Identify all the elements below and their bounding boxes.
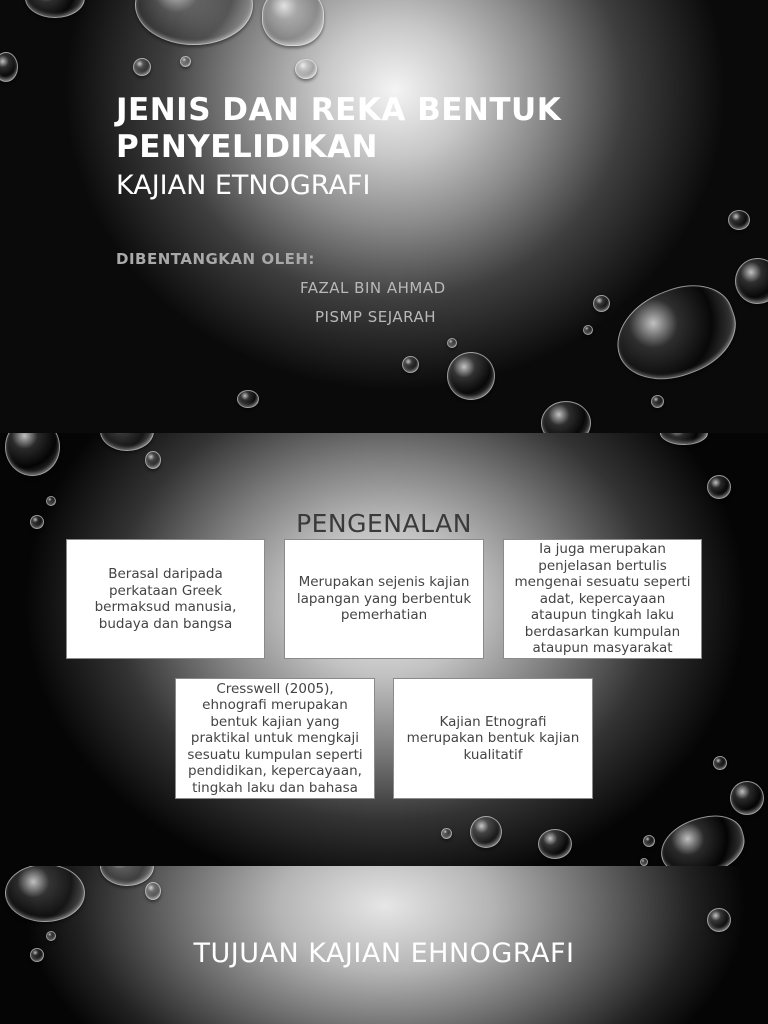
- water-drop-decoration: [100, 433, 154, 451]
- water-drop-decoration: [100, 866, 154, 886]
- water-drop-decoration: [447, 352, 495, 400]
- water-drop-decoration: [713, 756, 727, 770]
- water-drop-decoration: [643, 835, 655, 847]
- water-drop-decoration: [5, 866, 85, 922]
- water-drop-decoration: [237, 390, 259, 408]
- introduction-slide: [0, 433, 768, 866]
- info-box-field-study: Merupakan sejenis kajian lapangan yang berbentuk pemerhatian: [284, 539, 484, 659]
- water-drop-decoration: [640, 858, 648, 866]
- program-label: PISMP SEJARAH: [315, 308, 437, 326]
- water-drop-decoration: [133, 58, 151, 76]
- water-drop-decoration: [135, 0, 253, 45]
- water-drop-decoration: [262, 0, 324, 46]
- water-drop-decoration: [541, 401, 591, 433]
- water-drop-decoration: [5, 433, 60, 476]
- section-heading: TUJUAN KAJIAN EHNOGRAFI: [193, 938, 575, 969]
- water-drop-decoration: [470, 816, 502, 848]
- water-drop-decoration: [0, 52, 18, 82]
- water-drop-decoration: [402, 356, 419, 373]
- water-drop-decoration: [604, 272, 748, 395]
- info-box-written-explanation: Ia juga merupakan penjelasan bertulis mengenai sesuatu seperti adat, kepercayaan ataupun tingkah laku berdasarkan kumpulan ataupun masyarakat: [503, 539, 702, 659]
- water-drop-decoration: [651, 395, 664, 408]
- water-drop-decoration: [46, 496, 56, 506]
- water-drop-decoration: [707, 908, 731, 932]
- water-drop-decoration: [145, 882, 161, 900]
- water-drop-decoration: [583, 325, 593, 335]
- slide-subtitle: KAJIAN ETNOGRAFI: [116, 170, 371, 201]
- section-heading: PENGENALAN: [296, 509, 472, 538]
- water-drop-decoration: [145, 451, 161, 469]
- water-drop-decoration: [654, 808, 751, 866]
- water-drop-decoration: [295, 59, 317, 79]
- info-box-origin: Berasal daripada perkataan Greek bermaksud manusia, budaya dan bangsa: [66, 539, 265, 659]
- slide-title: JENIS DAN REKA BENTUK PENYELIDIKAN: [116, 92, 562, 165]
- water-drop-decoration: [25, 0, 85, 18]
- presented-by-label: DIBENTANGKAN OLEH:: [116, 250, 315, 268]
- info-box-qualitative: Kajian Etnografi merupakan bentuk kajian kualitatif: [393, 678, 593, 799]
- water-drop-decoration: [538, 829, 572, 859]
- water-drop-decoration: [447, 338, 457, 348]
- presenter-name: FAZAL BIN AHMAD: [300, 279, 446, 297]
- water-drop-decoration: [730, 781, 764, 815]
- water-drop-decoration: [707, 475, 731, 499]
- info-box-cresswell: Cresswell (2005), ehnografi merupakan bentuk kajian yang praktikal untuk mengkaji sesuatu kumpulan seperti pendidikan, kepercayaan, tingkah laku dan bahasa: [175, 678, 375, 799]
- water-drop-decoration: [735, 258, 768, 304]
- water-drop-decoration: [180, 56, 191, 67]
- objective-slide: [0, 866, 768, 1024]
- water-drop-decoration: [728, 210, 750, 230]
- water-drop-decoration: [441, 828, 452, 839]
- title-slide: [0, 0, 768, 433]
- water-drop-decoration: [660, 433, 708, 445]
- water-drop-decoration: [593, 295, 610, 312]
